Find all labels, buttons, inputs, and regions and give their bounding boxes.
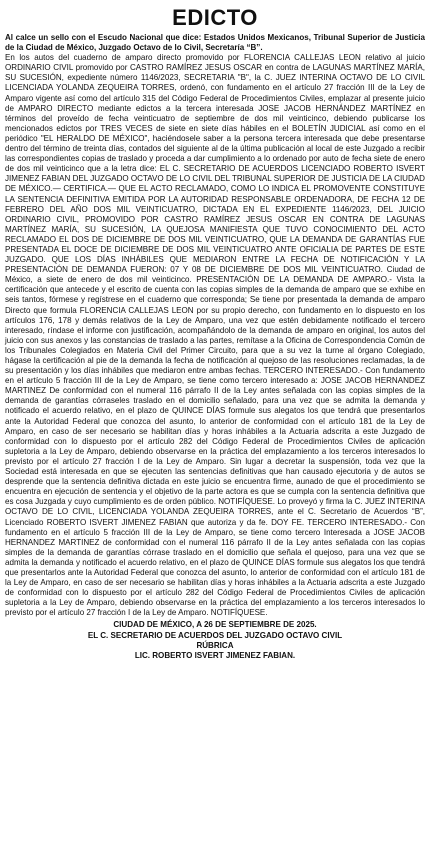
secretary-title: EL C. SECRETARIO DE ACUERDOS DEL JUZGADO OCTAVO CIVIL — [87, 630, 343, 640]
secretary-name: LIC. ROBERTO ISVERT JIMENEZ FABIAN. — [134, 650, 296, 660]
notice-body: En los autos del cuaderno de amparo directo promovido por FLORENCIA CALLEJAS LEON relativo al juicio ORDINARIO CIVIL promovido por CASTRO RAMÍREZ JESUS OSCAR en contra de LAGUNAS MARTÍNEZ MARÍA, SU SUCESIÓN, expediente número 1146/2023, SECRETARIA "B", la C. JUEZ INTERINA OCTAVO DE LO CIVIL LICENCIADA YOLANDA ZEQUEIRA TORRES, ordenó, con fundamento en el artículo 27 fracción III de la Ley de Amparo vigente así como del artículo 315 del Código Federal de Procedimientos Civiles, emplazar al presente juicio de AMPARO DIRECTO mediante edictos a la tercera interesada JOSE JACOB HERNÁNDEZ MARTÍNEZ en términos del proveído de fecha veinticuatro de septiembre de dos mil veinticinco, debiendo publicarse los mencionados edictos por TRES VECES de siete en siete días hábiles en el BOLETÍN JUDICIAL así como en el periódico "EL HERALDO DE MÉXICO", haciéndosele saber a la persona tercera interesada que debe presentarse dentro del término de treinta días, contados del siguiente al de la última publicación al local de este Juzgado a recibir las correspondientes copias de traslado y proceda a dar cumplimiento a lo ordenado por auto de fecha siete de enero de dos mil veinticinco que a la letra dice: EL C. SECRETARIO DE ACUERDOS LICENCIADO ROBERTO ISVERT JIMENEZ FABIAN DEL JUZGADO OCTAVO DE LO CIVIL DEL TRIBUNAL SUPERIOR DE JUSTICIA DE LA CIUDAD DE MÉXICO.— CERTIFICA.— QUE EL ACTO RECLAMADO, COMO LO INDICA EL PROMOVENTE CONSTITUYE LA SENTENCIA DEFINITIVA EMITIDA POR LA AUTORIDAD RESPONSABLE ORDENADORA, DE FECHA 12 DE FEBRERO DEL AÑO DOS MIL VEINTICUATRO, DICTADA EN EL EXPEDIENTE 1146/2023, DEL JUICIO ORDINARIO CIVIL, PROMOVIDO POR CASTRO RAMÍREZ JESUS OSCAR EN CONTRA DE LAGUNAS MARTÍNEZ MARÍA, SU SUCESIÓN, LA QUEJOSA MANIFIESTA QUE TUVO CONOCIMIENTO DEL ACTO RECLAMADO EL DOS DE DICIEMBRE DE DOS MIL VEINTICUATRO, QUE LA DEMANDA DE GARANTÍAS FUE PRESENTADA EL DOCE DE DICIEMBRE DE DOS MIL VEINTICUATRO ANTE OFICIALIA DE PARTES DE ESTE JUZGADO. QUE LOS DÍAS INHÁBILES QUE MEDIARON ENTRE LA FECHA DE NOTIFICACIÓN Y LA PRESENTACIÓN DE DEMANDA FUERON: 07 Y 08 DE DICIEMBRE DE DOS MIL VEINTICUATRO. Ciudad de México, a siete de enero de dos mil veinticinco. PRESENTACIÓN DE LA DEMANDA DE AMPARO.- Vista la certificación que antecede y el escrito de cuenta con las copias simples de la demanda de amparo que se exhibe en seis tantos, fórmese y regístrese en el cuaderno que corresponda; Se tiene por presentada la demanda de amparo Directo que formula FLORENCIA CALLEJAS LEON por su propio derecho, con fundamento en lo dispuesto en los artículos 176, 178 y demás relativos de la Ley de Amparo, una vez que estén debidamente notificado el tercero interesado, ríndase el informe con justificación, acompañándolo de la demanda de amparo en original, los autos del juicio con sus anexos y las constancias de traslado a las partes, remítase a la Oficina de Correspondencia Común de los Tribunales Colegiados en Materia Civil del Primer Circuito, para que a su vez la turne al órgano Colegiado, hágase la certificación al pie de la demanda la fecha de notificación al quejoso de las resoluciones reclamadas, la de su presentación y los días inhábiles que mediaron entre ambas fechas. TERCERO INTERESADO.- Con fundamento en el artículo 5 fracción III de la Ley de Amparo, se tiene como tercero interesado a: JOSE JACOB HERNANDEZ MARTINEZ De conformidad con el numeral 116 párrafo II de la Ley antes señalada con las copias simples de la demanda de garantías córraseles traslado en el domicilio señalado, para una vez que se admita la demanda y notificado el acuerdo relativo, en el plazo de QUINCE DÍAS formule sus alegatos los que tendrá que presentarlos ante la Autoridad Federal que conozca del asunto, lo anterior de conformidad con el artículo 181 de la Ley de Amparo, en caso de ser necesario se habilitan días y horas inhábiles a la Actuaria adscrita a este Juzgado de conformidad con lo dispuesto por el artículo 282 del Código Federal de Procedimientos Civiles de aplicación supletoria a la Ley de Amparo, debiendo observarse en la práctica del emplazamiento a los terceros interesados lo previsto por el artículo 27 fracción I de la Ley de Amparo. Sin lugar a decretar la suspensión, toda vez que la Sociedad está interesada en que se ejecuten las sentencias definitivas que han causado ejecutoria y de autos se desprende que la sentencia definitiva dictada en este juicio se encuentra firme, aunado de que el procedimiento se encuentra en ejecución de sentencia y el objetivo de la parte actora es que se cumpla con la sentencia definitiva que es cosa Juzgada y cuyo cumplimiento es de orden público. NOTIFÍQUESE. Lo proveyó y firma la C. JUEZ INTERINA OCTAVO DE LO CIVIL, LICENCIADA YOLANDA ZEQUEIRA TORRES, ante el C. Secretario de Acuerdos “B”, Licenciado ROBERTO ISVERT JIMENEZ FABIAN que autoriza y da fe. DOY FE. TERCERO INTERESADO.- Con fundamento en el artículo 5 fracción III de la Ley de Amparo, se tiene como tercero Interesada a JOSE JACOB HERNANDEZ MARTINEZ de conformidad con el numeral 116 párrafo II de la Ley antes señalada con las copias simples de la demanda de garantías córrase traslado en el domicilio que señala el quejoso, para una vez que se admita la demanda y notificado el acuerdo relativo, en el plazo de QUINCE DÍAS formule sus alegatos los que tendrá que presentarlos ante la Autoridad Federal que conozca del asunto, lo anterior de conformidad con el artículo 181 de la Ley de Amparo, en caso de ser necesario se habilitan días y horas inhábiles a la Actuaria adscrita a este Juzgado de conformidad con lo dispuesto por el artículo 282 del Código Federal de Procedimientos Civiles de aplicación supletoria a la Ley de Amparo, debiendo observarse en la práctica del emplazamiento a los terceros interesados lo previsto por el artículo 27 fracción I de la Ley de Amparo. NOTIFÍQUESE. — [5, 53, 425, 618]
notice-title: EDICTO — [172, 5, 258, 30]
place-date: CIUDAD DE MÉXICO, A 26 DE SEPTIEMBRE DE 2025. — [113, 620, 317, 630]
signature-note: RÚBRICA — [196, 640, 234, 650]
signature-block — [5, 620, 425, 660]
seal-description: Al calce un sello con el Escudo Nacional que dice: Estados Unidos Mexicanos, Tribunal Superior de Justicia de la Ciudad de México, Juzgado Octavo de lo Civil, Secretaría “B”. — [5, 33, 425, 53]
